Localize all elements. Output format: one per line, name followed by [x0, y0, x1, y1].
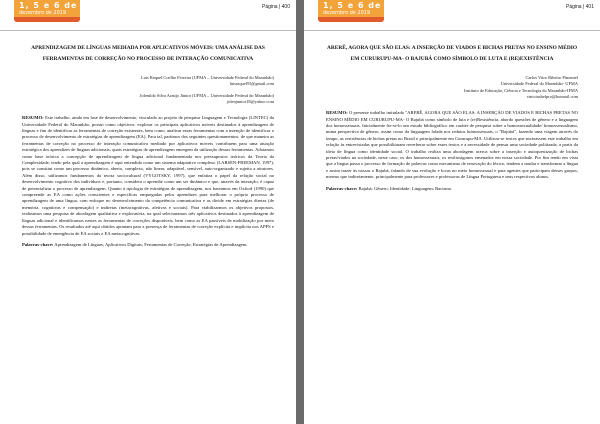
- page-number: Página | 401: [566, 4, 594, 10]
- logo-line-2: dezembro de 2019: [323, 10, 371, 16]
- abstract-text: Este trabalho, ainda em fase de desenvolvimento, vinculado ao projeto de pesquisa Linguagem e Tecnologia (LINTEC) da Universidade Federal do Maranhão, possui como objetivos: explorar os principais aplicativos móveis destinados à aprendizagem de línguas e fim de identificar as ferramentas de correção existentes, bem como, analisar essas ferramentas com a intenção de identificar o processo de desenvolvimento de estratégias de aprendizagem (EA). Para tal, partimos dos seguintes questionamentos: de que maneira as ferramentas de correção no processo de interação comunicativa mediado por aplicativos móveis contribuem para uma atuação estratégica dos aprendizes de línguas adicionais; quais estratégias de aprendizagem emergem da utilização dessas ferramentas. Adotamos como base teórica a concepção de aprendizagem de língua adicional fundamentada nos pressupostos teóricos da Teoria da Complexidade, tendo pela qual a aprendizagem é aqui entendida como um sistema adaptativo complexo (LARSEN-FREEMAN, 1997), pois se constitui como um processo dinâmico, aberto, complexo, não linear, adaptável, sensível, auto-organizado e sujeito a atratores. Além disso, utilizamos fundamentos da teoria sociocultural (VYGOTSKY, 1997), que enfatiza o papel da relação social no desenvolvimento cognitivo dos indivíduos e, portanto, considera o aprendiz como um ser dinâmico e que, através da interação, é capaz de potencializar o processo de aprendizagem. Quanto à tipologia de estratégias de aprendizagem, nos baseamos em Oxford (1990) que compreende as EA como ações conscientes e específicas empregadas pelos aprendizes para melhorar o próprio processo de aprendizagem de uma língua, com enfoque no desenvolvimento da competência comunicativa e as divide em estratégias diretas (de memória, cognitivas e compensação) e indiretas (metacognitivas, afetivas e sociais). Para viabilizarmos os objetivos propostos, realizamos uma pesquisa de abordagem qualitativa e exploratória, na qual selecionamos três aplicativos destinados à aprendizagem de línguas adicional e identificamos nestes as ferramentas de correções disponíveis, bem como as EA passíveis de mobilização por meio dessas ferramentas. Os resultados até aqui obtidos apontam para a presença de ferramentas de correção explícita e implícita nos APPS e possibilidade de emergência de EA sociais e EA metacognitivas.: [22, 115, 274, 236]
- author-email: luisraquel55@gmail.com: [229, 81, 274, 87]
- page-content: [304, 31, 600, 192]
- author-email: jolenjunior18@yahoo.com: [226, 98, 274, 104]
- abstract: [326, 110, 578, 180]
- right-page: [304, 0, 600, 424]
- logo-line-1: 1, 5 e 6 de: [19, 1, 78, 10]
- logo-stripe: [318, 17, 384, 22]
- article-title: ARERÊ, AGORA QUE SÃO ELAS: A INSERÇÃO DE VIADOS E BICHAS PRETAS NO ENSINO MÉDIO EM CURURUPU-MA- O BAJUBÁ COMO SÍMBOLO DE LUTA E (RE)EXISTÊNCIA: [326, 45, 578, 62]
- abstract-label: RESUMO:: [326, 110, 348, 116]
- logo-line-2: dezembro de 2019: [19, 10, 67, 16]
- keywords-text: Aprendizagem de Línguas; Aplicativos Digitais; Ferramentas de Correção; Estratégias de Aprendizagem.: [54, 241, 248, 247]
- keywords: [326, 186, 578, 192]
- abstract-text: O presente trabalho intitulado "ARERÊ, AGORA QUE SÃO ELAS: A INSERÇÃO DE VIADOS E BICHAS PRETAS NO ENSINO MÉDIO EM CURURUPU-MA- O Bajubá como símbolo de luta e (re)Resistência, abordo questões de gênero e a linguagem dos homossexuais. Inicialmente fiz-se-lo um estudo bibliográfico em caráter de pesquisa sobre a homossexualidade/ homossexualismo, numa perspectiva de gênero, assim como da linguagem falada nos redutos homossexuais, o "Bajubá", fazendo uma viagem através do tempo, as resistências de bichas pretas no Brasil e principalmente em Cururupu-MA. Utilizou-se textos que norteassem este trabalho em relação às entrevistadas que possibilitaram reverberar sobre esses textos e a necessidade de pensar uma sociedade politizada, a partir da ideia de língua como identidade social. O trabalho realiza uma abordagem acerca sobre a inserção e autoquestização de bichas pretas/viados na sociedade, neste caso, os dos homossexuais, os resiliosigonos ensenados em nossa sociedade. Por fim tendo em vista que a língua passa o processo de formação de palavras como mecanismo de renovação do léxico, tendem a mudar e transformar a língua e assim trazer às nossas o Bajubá, falando de sua evolução e locus no meio homossexual e para agentes que participam desses grupos, mesmo que indiretamente, principalmente para professores e professoras de Língua Portuguesa e seus respectivos alunos.: [326, 110, 578, 180]
- abstract: [22, 115, 274, 237]
- keywords-text: Bajubá; Gênero; Identidade; Linguagem; Racismo.: [358, 185, 453, 191]
- author-affiliation: Universidade Federal do Maranhão- UFMA: [500, 81, 578, 87]
- author-name: Jolenildo Silva Araújo Júnior (UFMA – Universidade Federal do Maranhão): [139, 92, 274, 98]
- page-content: [0, 31, 296, 248]
- page-header: [304, 0, 600, 31]
- keywords-label: Palavras-chave:: [326, 185, 358, 191]
- keywords-label: Palavras-chave:: [22, 241, 54, 247]
- author-name: Luis Raquel Coelho Ferreira (UFMA – Universidade Federal do Maranhão): [140, 75, 274, 80]
- page-header: [0, 0, 296, 31]
- author-email: viniciusbelpro@hotmail.com: [526, 93, 578, 99]
- left-page: [0, 0, 296, 424]
- author-affiliation: Instituto de Educação, Ciência e Tecnologia do Maranhão-IFMA: [464, 87, 578, 93]
- event-logo: [318, 0, 384, 22]
- author-name: Carlos Vitor Ribeiro Pimentel: [525, 75, 578, 80]
- article-title: APRENDIZAGEM DE LÍNGUAS MEDIADA POR APLICATIVOS MÓVEIS: UMA ANÁLISE DAS FERRAMENTAS DE CORREÇÃO NO PROCESSO DE INTERAÇÃO COMUNICATIVA: [31, 45, 265, 62]
- logo-stripe: [14, 17, 80, 22]
- page-number: Página | 400: [262, 4, 290, 10]
- abstract-label: RESUMO:: [22, 115, 44, 121]
- logo-line-1: 1, 5 e 6 de: [323, 1, 382, 10]
- keywords: [22, 242, 274, 248]
- event-logo: [14, 0, 80, 22]
